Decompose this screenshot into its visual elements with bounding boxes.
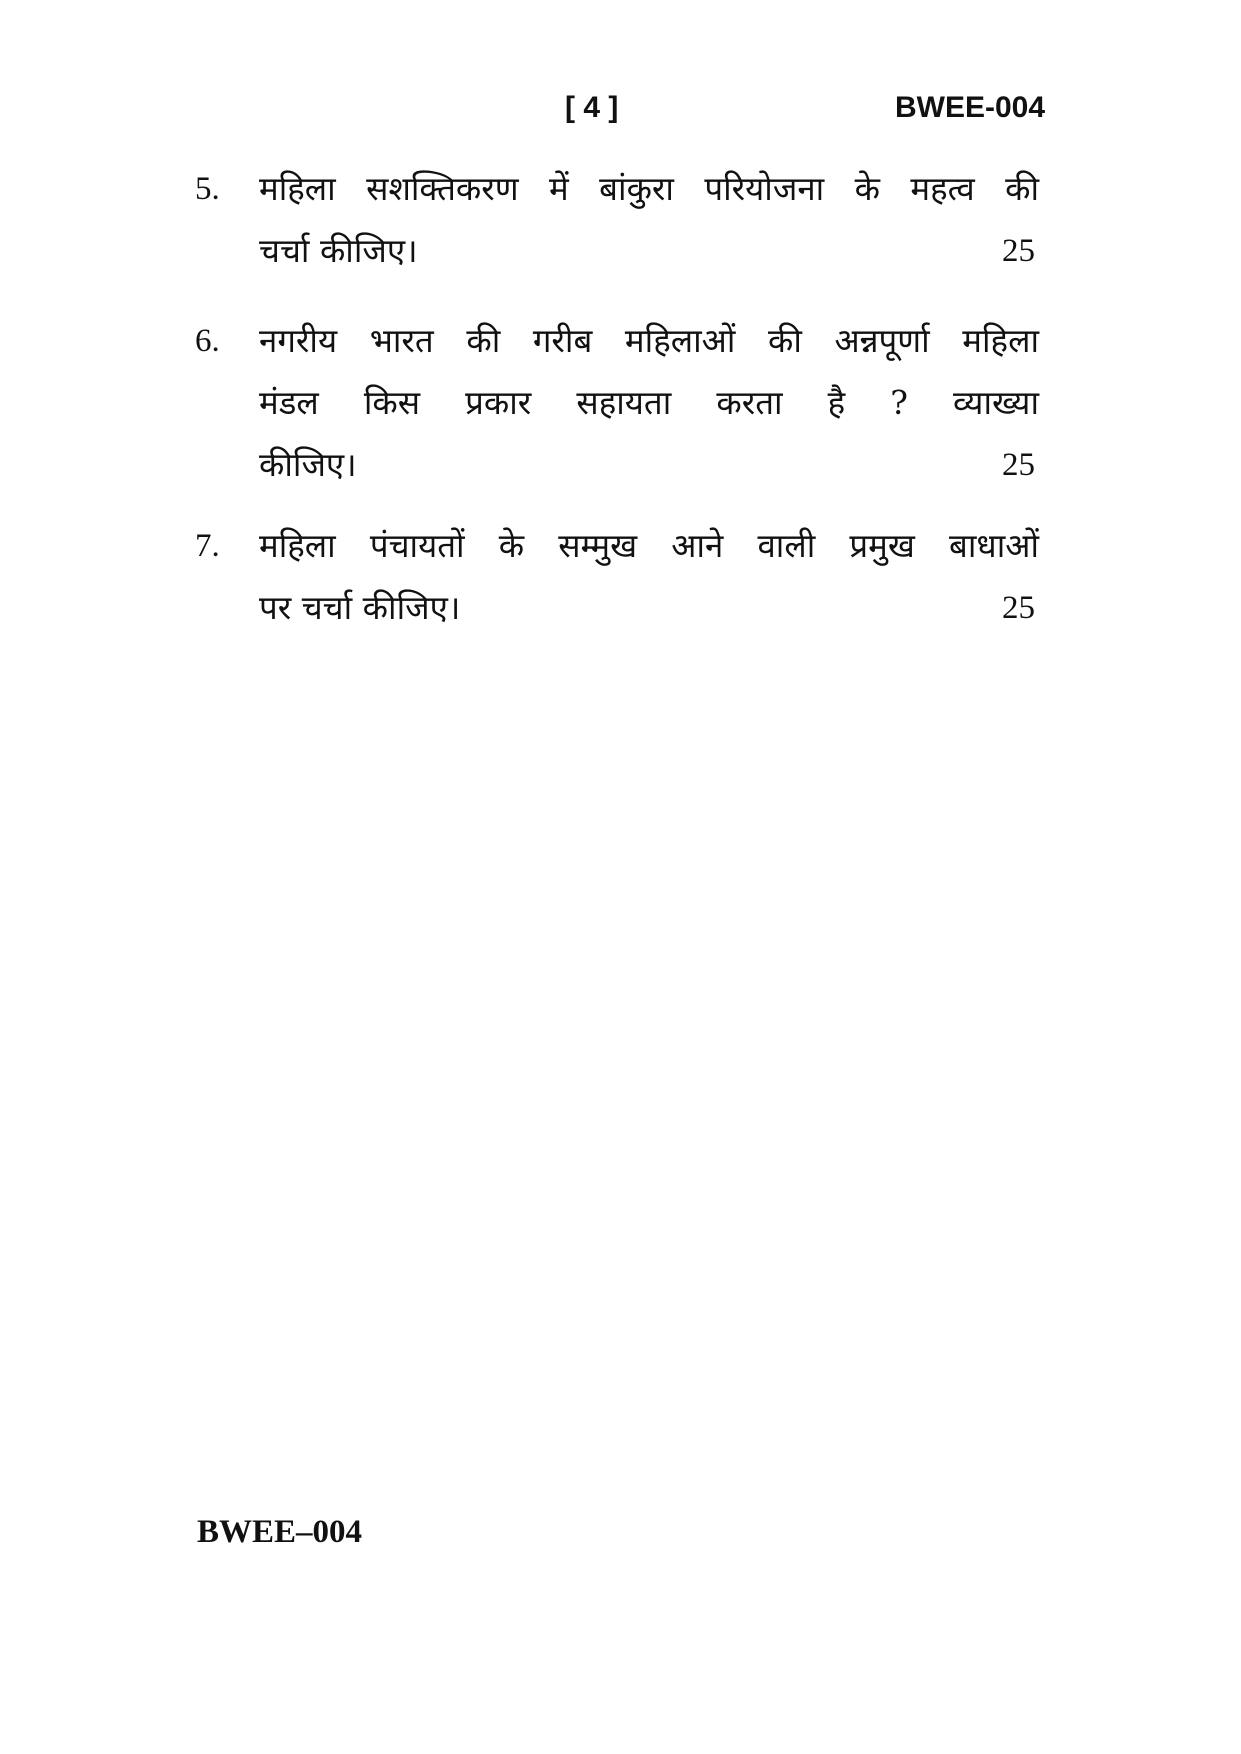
question-text-line: पर चर्चा कीजिए। — [259, 588, 461, 627]
question-number: 7. — [195, 528, 220, 564]
question-marks: 25 — [1002, 233, 1035, 269]
question-number: 5. — [195, 171, 220, 207]
question-marks: 25 — [1002, 447, 1035, 483]
footer-course-code: BWEE–004 — [197, 1514, 363, 1550]
header-course-code: BWEE-004 — [895, 91, 1046, 124]
question-text-line: कीजिए। — [259, 445, 357, 484]
question-text-line: नगरीय भारत की गरीब महिलाओं की अन्नपूर्णा महिला — [259, 321, 1039, 360]
page-number: [ 4 ] — [565, 91, 619, 124]
question-text-line: महिला पंचायतों के सम्मुख आने वाली प्रमुख बाधाओं — [259, 526, 1039, 565]
question-marks: 25 — [1002, 590, 1035, 626]
question-number: 6. — [195, 323, 220, 359]
question-text-line: मंडल किस प्रकार सहायता करता है ? व्याख्या — [259, 383, 1039, 422]
question-text-line: चर्चा कीजिए। — [259, 231, 418, 270]
question-text-line: महिला सशक्तिकरण में बांकुरा परियोजना के महत्व की — [259, 169, 1039, 208]
